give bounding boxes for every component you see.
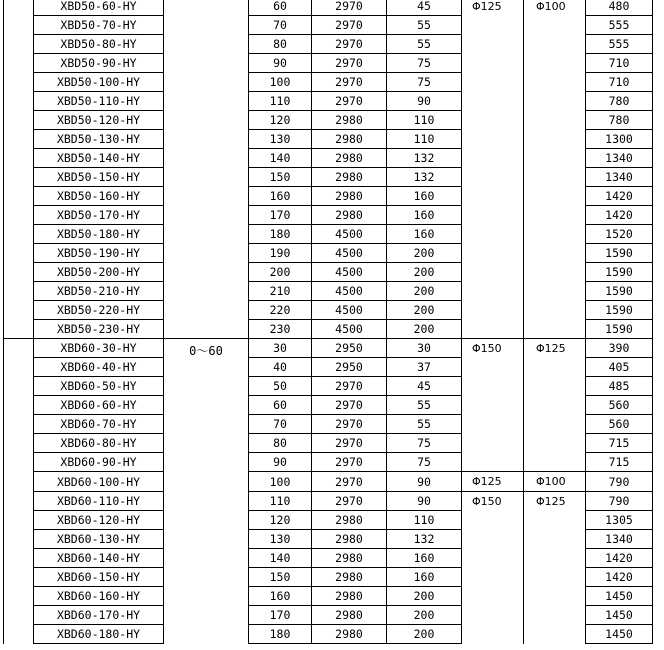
head-cell: 160 [249, 587, 312, 606]
power-cell: 110 [387, 111, 462, 130]
speed-cell: 2980 [312, 530, 387, 549]
model-cell: XBD60-50-HY [34, 377, 164, 396]
power-cell: 37 [387, 358, 462, 377]
model-cell: XBD60-30-HY [34, 339, 164, 358]
speed-cell: 2980 [312, 587, 387, 606]
inlet-diameter-cell [462, 472, 524, 492]
outlet-diameter-cell [524, 472, 586, 492]
flow-cell [164, 0, 249, 339]
power-cell: 45 [387, 0, 462, 16]
weight-cell: 780 [586, 92, 653, 111]
weight-cell: 1450 [586, 606, 653, 625]
weight-cell: 560 [586, 396, 653, 415]
weight-cell: 1420 [586, 206, 653, 225]
model-cell: XBD50-120-HY [34, 111, 164, 130]
speed-cell: 2970 [312, 377, 387, 396]
head-cell: 130 [249, 530, 312, 549]
model-cell: XBD60-110-HY [34, 492, 164, 511]
model-cell: XBD50-200-HY [34, 263, 164, 282]
model-cell: XBD60-170-HY [34, 606, 164, 625]
power-cell: 132 [387, 530, 462, 549]
weight-cell: 1305 [586, 511, 653, 530]
power-cell: 200 [387, 320, 462, 339]
power-cell: 90 [387, 492, 462, 511]
weight-cell: 1300 [586, 130, 653, 149]
speed-cell: 2970 [312, 73, 387, 92]
speed-cell: 2980 [312, 130, 387, 149]
model-cell: XBD50-180-HY [34, 225, 164, 244]
model-cell: XBD60-180-HY [34, 625, 164, 644]
head-cell: 150 [249, 168, 312, 187]
weight-cell: 480 [586, 0, 653, 16]
speed-cell: 2950 [312, 358, 387, 377]
head-cell: 170 [249, 606, 312, 625]
power-cell: 75 [387, 54, 462, 73]
model-cell: XBD50-110-HY [34, 92, 164, 111]
model-cell: XBD50-90-HY [34, 54, 164, 73]
model-cell: XBD50-130-HY [34, 130, 164, 149]
head-cell: 90 [249, 54, 312, 73]
speed-cell: 2980 [312, 111, 387, 130]
model-cell: XBD50-150-HY [34, 168, 164, 187]
model-cell: XBD50-220-HY [34, 301, 164, 320]
inlet-diameter-text: Φ125 [472, 475, 502, 488]
power-cell: 160 [387, 568, 462, 587]
weight-cell: 1590 [586, 320, 653, 339]
outlet-diameter-cell [524, 339, 586, 472]
weight-cell: 790 [586, 472, 653, 492]
weight-cell: 560 [586, 415, 653, 434]
model-cell: XBD60-60-HY [34, 396, 164, 415]
head-cell: 200 [249, 263, 312, 282]
head-cell: 100 [249, 472, 312, 492]
power-cell: 200 [387, 282, 462, 301]
speed-cell: 2980 [312, 149, 387, 168]
head-cell: 70 [249, 16, 312, 35]
weight-cell: 1590 [586, 301, 653, 320]
speed-cell: 4500 [312, 320, 387, 339]
power-cell: 132 [387, 168, 462, 187]
speed-cell: 2980 [312, 511, 387, 530]
head-cell: 110 [249, 92, 312, 111]
power-cell: 200 [387, 244, 462, 263]
speed-cell: 2970 [312, 16, 387, 35]
power-cell: 200 [387, 587, 462, 606]
weight-cell: 1420 [586, 549, 653, 568]
table-row [4, 0, 653, 16]
speed-cell: 2980 [312, 606, 387, 625]
table-row [4, 492, 653, 511]
spec-table-body [4, 0, 653, 644]
outlet-diameter-text: Φ125 [536, 495, 566, 508]
power-cell: 55 [387, 415, 462, 434]
power-cell: 160 [387, 206, 462, 225]
power-cell: 55 [387, 35, 462, 54]
speed-cell: 4500 [312, 282, 387, 301]
speed-cell: 2970 [312, 0, 387, 16]
speed-cell: 2980 [312, 206, 387, 225]
power-cell: 75 [387, 73, 462, 92]
head-cell: 100 [249, 73, 312, 92]
weight-cell: 1590 [586, 263, 653, 282]
weight-cell: 790 [586, 492, 653, 511]
speed-cell: 4500 [312, 244, 387, 263]
speed-cell: 4500 [312, 301, 387, 320]
group-cell [4, 339, 34, 644]
model-cell: XBD50-170-HY [34, 206, 164, 225]
power-cell: 75 [387, 453, 462, 472]
model-cell: XBD60-90-HY [34, 453, 164, 472]
model-cell: XBD50-100-HY [34, 73, 164, 92]
head-cell: 180 [249, 625, 312, 644]
speed-cell: 2970 [312, 35, 387, 54]
head-cell: 80 [249, 434, 312, 453]
power-cell: 160 [387, 225, 462, 244]
table-row [4, 339, 653, 358]
weight-cell: 1340 [586, 530, 653, 549]
model-cell: XBD50-70-HY [34, 16, 164, 35]
head-cell: 150 [249, 568, 312, 587]
weight-cell: 405 [586, 358, 653, 377]
model-cell: XBD50-160-HY [34, 187, 164, 206]
power-cell: 55 [387, 16, 462, 35]
head-cell: 170 [249, 206, 312, 225]
speed-cell: 2980 [312, 187, 387, 206]
head-cell: 110 [249, 492, 312, 511]
weight-cell: 555 [586, 35, 653, 54]
pump-spec-table [3, 0, 653, 644]
speed-cell: 2970 [312, 54, 387, 73]
power-cell: 55 [387, 396, 462, 415]
power-cell: 30 [387, 339, 462, 358]
power-cell: 200 [387, 606, 462, 625]
head-cell: 130 [249, 130, 312, 149]
speed-cell: 2970 [312, 492, 387, 511]
model-cell: XBD50-210-HY [34, 282, 164, 301]
weight-cell: 1420 [586, 187, 653, 206]
power-cell: 45 [387, 377, 462, 396]
outlet-diameter-text: Φ125 [536, 342, 566, 355]
head-cell: 140 [249, 149, 312, 168]
outlet-diameter-cell [524, 492, 586, 644]
power-cell: 90 [387, 92, 462, 111]
power-cell: 90 [387, 472, 462, 492]
head-cell: 210 [249, 282, 312, 301]
speed-cell: 4500 [312, 225, 387, 244]
model-cell: XBD60-100-HY [34, 472, 164, 492]
speed-cell: 4500 [312, 263, 387, 282]
weight-cell: 1590 [586, 282, 653, 301]
speed-cell: 2980 [312, 168, 387, 187]
power-cell: 200 [387, 625, 462, 644]
power-cell: 200 [387, 301, 462, 320]
inlet-diameter-cell [462, 0, 524, 339]
power-cell: 132 [387, 149, 462, 168]
weight-cell: 715 [586, 434, 653, 453]
model-cell: XBD60-70-HY [34, 415, 164, 434]
group-cell [4, 0, 34, 339]
model-cell: XBD60-160-HY [34, 587, 164, 606]
inlet-diameter-text: Φ150 [472, 495, 502, 508]
speed-cell: 2970 [312, 92, 387, 111]
weight-cell: 1420 [586, 568, 653, 587]
head-cell: 80 [249, 35, 312, 54]
model-cell: XBD60-150-HY [34, 568, 164, 587]
weight-cell: 710 [586, 73, 653, 92]
head-cell: 140 [249, 549, 312, 568]
model-cell: XBD50-230-HY [34, 320, 164, 339]
model-cell: XBD60-40-HY [34, 358, 164, 377]
head-cell: 50 [249, 377, 312, 396]
head-cell: 190 [249, 244, 312, 263]
head-cell: 70 [249, 415, 312, 434]
model-cell: XBD60-130-HY [34, 530, 164, 549]
inlet-diameter-cell [462, 339, 524, 472]
head-cell: 120 [249, 111, 312, 130]
weight-cell: 780 [586, 111, 653, 130]
head-cell: 60 [249, 396, 312, 415]
head-cell: 120 [249, 511, 312, 530]
model-cell: XBD50-140-HY [34, 149, 164, 168]
weight-cell: 1340 [586, 168, 653, 187]
model-cell: XBD50-60-HY [34, 0, 164, 16]
weight-cell: 1340 [586, 149, 653, 168]
speed-cell: 2970 [312, 434, 387, 453]
speed-cell: 2980 [312, 568, 387, 587]
table-row [4, 472, 653, 492]
weight-cell: 1450 [586, 587, 653, 606]
head-cell: 40 [249, 358, 312, 377]
outlet-diameter-cell [524, 0, 586, 339]
speed-cell: 2970 [312, 453, 387, 472]
weight-cell: 555 [586, 16, 653, 35]
speed-cell: 2980 [312, 549, 387, 568]
weight-cell: 485 [586, 377, 653, 396]
inlet-diameter-text: Φ125 [472, 0, 502, 13]
model-cell: XBD60-120-HY [34, 511, 164, 530]
outlet-diameter-text: Φ100 [536, 0, 566, 13]
speed-cell: 2950 [312, 339, 387, 358]
head-cell: 30 [249, 339, 312, 358]
power-cell: 200 [387, 263, 462, 282]
flow-range-cell: 0～60 [164, 339, 249, 644]
outlet-diameter-text: Φ100 [536, 475, 566, 488]
model-cell: XBD60-140-HY [34, 549, 164, 568]
weight-cell: 715 [586, 453, 653, 472]
model-cell: XBD50-80-HY [34, 35, 164, 54]
speed-cell: 2970 [312, 396, 387, 415]
weight-cell: 1590 [586, 244, 653, 263]
head-cell: 60 [249, 0, 312, 16]
head-cell: 230 [249, 320, 312, 339]
weight-cell: 1520 [586, 225, 653, 244]
inlet-diameter-cell [462, 492, 524, 644]
speed-cell: 2980 [312, 625, 387, 644]
weight-cell: 390 [586, 339, 653, 358]
speed-cell: 2970 [312, 472, 387, 492]
power-cell: 110 [387, 511, 462, 530]
head-cell: 180 [249, 225, 312, 244]
inlet-diameter-text: Φ150 [472, 342, 502, 355]
power-cell: 75 [387, 434, 462, 453]
head-cell: 90 [249, 453, 312, 472]
weight-cell: 1450 [586, 625, 653, 644]
power-cell: 160 [387, 187, 462, 206]
weight-cell: 710 [586, 54, 653, 73]
head-cell: 220 [249, 301, 312, 320]
power-cell: 160 [387, 549, 462, 568]
model-cell: XBD60-80-HY [34, 434, 164, 453]
head-cell: 160 [249, 187, 312, 206]
speed-cell: 2970 [312, 415, 387, 434]
model-cell: XBD50-190-HY [34, 244, 164, 263]
power-cell: 110 [387, 130, 462, 149]
